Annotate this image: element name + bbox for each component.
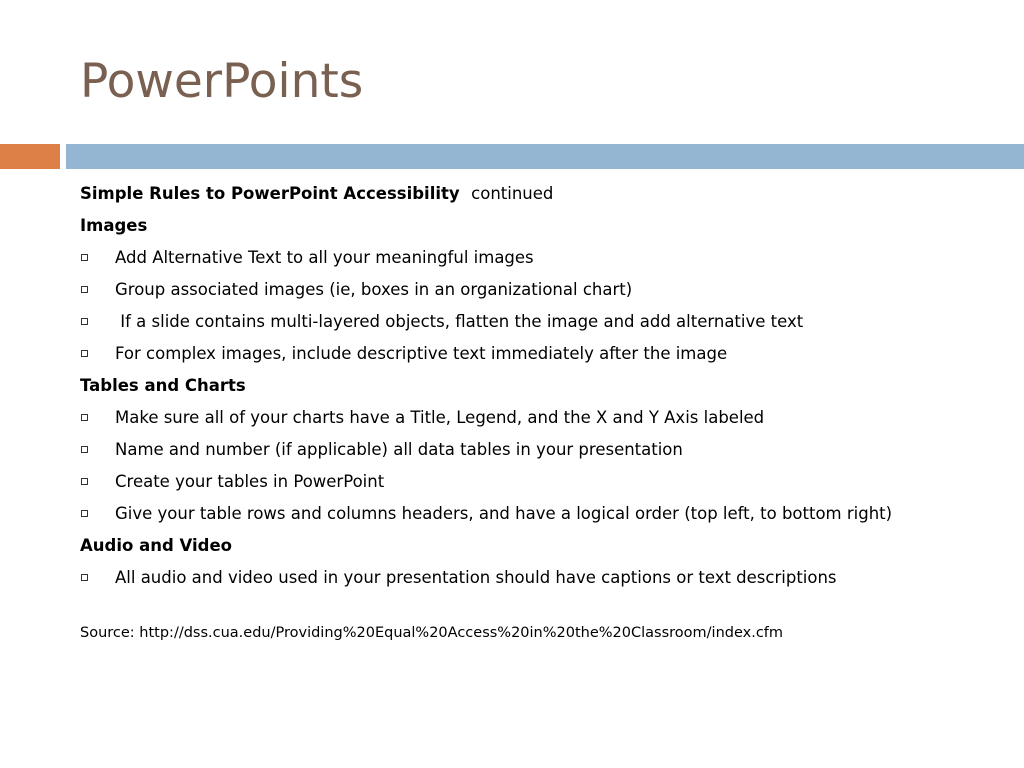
slide-title: PowerPoints	[80, 54, 364, 109]
bullet-item	[80, 434, 1010, 466]
section-heading-images: Images	[80, 216, 148, 235]
accent-bar-blue	[66, 144, 1024, 169]
bullet-item	[80, 338, 1010, 370]
bullet-text: All audio and video used in your presentation should have captions or text descriptions	[115, 568, 837, 587]
bullet-square-icon	[81, 446, 88, 453]
bullet-text: Add Alternative Text to all your meaningful images	[115, 248, 534, 267]
bullet-item	[80, 498, 1010, 530]
section-heading-tables-and-charts: Tables and Charts	[80, 376, 246, 395]
bullet-item	[80, 562, 1010, 594]
bullet-square-icon	[81, 350, 88, 357]
bullet-item	[80, 242, 1010, 274]
subtitle-line	[80, 178, 1010, 210]
bullet-item	[80, 306, 1010, 338]
bullet-square-icon	[81, 254, 88, 261]
bullet-square-icon	[81, 574, 88, 581]
bullet-item	[80, 402, 1010, 434]
bullet-text: Name and number (if applicable) all data tables in your presentation	[115, 440, 683, 459]
subtitle: Simple Rules to PowerPoint Accessibility	[80, 184, 460, 203]
subtitle-extra: continued	[471, 184, 554, 203]
spacer	[80, 594, 1010, 623]
bullet-item	[80, 466, 1010, 498]
bullet-square-icon	[81, 414, 88, 421]
bullet-square-icon	[81, 318, 88, 325]
section-heading-audio-and-video: Audio and Video	[80, 536, 232, 555]
bullet-square-icon	[81, 478, 88, 485]
bullet-square-icon	[81, 286, 88, 293]
bullet-text: Make sure all of your charts have a Title, Legend, and the X and Y Axis labeled	[115, 408, 765, 427]
bullet-text: Give your table rows and columns headers, and have a logical order (top left, to bottom right)	[115, 504, 893, 523]
bullet-text: For complex images, include descriptive text immediately after the image	[115, 344, 728, 363]
bullet-item	[80, 274, 1010, 306]
bullet-text: Create your tables in PowerPoint	[115, 472, 385, 491]
source-citation: Source: http://dss.cua.edu/Providing%20Equal%20Access%20in%20the%20Classroom/index.cfm	[80, 625, 784, 641]
bullet-text: If a slide contains multi-layered objects, flatten the image and add alternative text	[115, 312, 804, 331]
bullet-square-icon	[81, 510, 88, 517]
bullet-text: Group associated images (ie, boxes in an organizational chart)	[115, 280, 633, 299]
slide-body	[80, 178, 1010, 643]
accent-bar-orange	[0, 144, 60, 169]
